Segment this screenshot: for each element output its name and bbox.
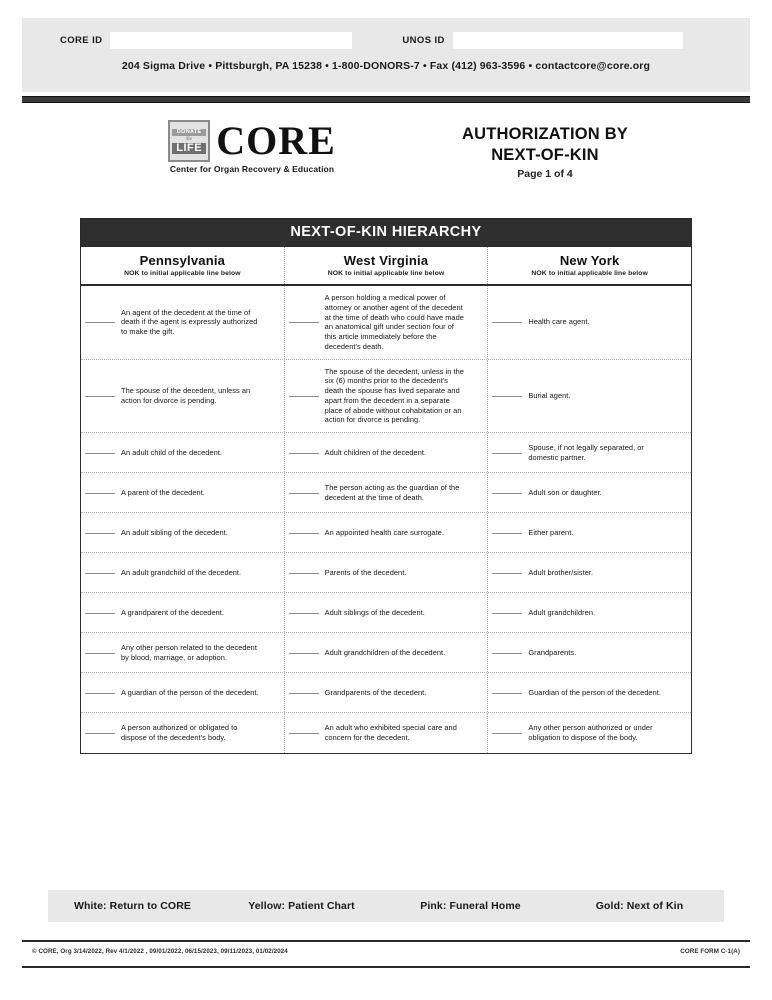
initial-line[interactable] — [492, 613, 522, 614]
hierarchy-text: The spouse of the decedent, unless in the six (6) months prior to the decedent's death the spouse has lived separate and apart from the decedent in a separate place of abode without cohabitation or an action for divorce is pending. — [324, 366, 464, 425]
table-row — [81, 633, 691, 673]
copy-distribution-bar — [48, 890, 724, 922]
hierarchy-cell — [284, 593, 488, 632]
hierarchy-cell — [81, 433, 284, 472]
initial-line[interactable] — [492, 733, 522, 734]
hierarchy-text: Any other person authorized or under obligation to dispose of the body. — [528, 723, 653, 743]
initial-line[interactable] — [289, 733, 319, 734]
table-row — [81, 473, 691, 513]
hierarchy-cell — [81, 673, 284, 712]
table-row — [81, 593, 691, 633]
hierarchy-text: A grandparent of the decedent. — [121, 607, 224, 617]
hierarchy-text: Adult siblings of the decedent. — [324, 607, 425, 617]
hierarchy-cell — [487, 593, 691, 632]
unos-id-input[interactable] — [453, 32, 683, 49]
copy-item-gold: Gold: Next of Kin — [595, 900, 684, 912]
initial-line[interactable] — [492, 396, 522, 397]
masthead — [22, 118, 750, 196]
table-body — [81, 286, 691, 753]
initial-line[interactable] — [289, 653, 319, 654]
hierarchy-cell — [284, 286, 488, 359]
state-name-pennsylvania: Pennsylvania — [139, 253, 226, 268]
table-row — [81, 360, 691, 434]
core-id-input[interactable] — [110, 32, 352, 49]
hierarchy-cell — [487, 286, 691, 359]
initial-line[interactable] — [85, 493, 115, 494]
badge-donate-text: DONATE — [172, 129, 206, 137]
initial-line[interactable] — [289, 453, 319, 454]
hierarchy-cell — [81, 513, 284, 552]
hierarchy-text: An agent of the decedent at the time of death if the agent is expressly authorized to make the gift. — [121, 307, 258, 337]
state-sub-west-virginia: NOK to initial applicable line below — [327, 270, 445, 277]
table-row — [81, 673, 691, 713]
initial-line[interactable] — [289, 533, 319, 534]
logo-tagline: Center for Organ Recovery & Education — [169, 164, 335, 174]
hierarchy-cell — [284, 513, 488, 552]
hierarchy-cell — [284, 473, 488, 512]
hierarchy-text: An adult who exhibited special care and concern for the decedent. — [324, 723, 457, 743]
header-divider — [22, 96, 750, 103]
initial-line[interactable] — [289, 613, 319, 614]
table-title: NEXT-OF-KIN HIERARCHY — [81, 219, 691, 246]
column-header-pennsylvania — [81, 247, 284, 284]
initial-line[interactable] — [492, 573, 522, 574]
badge-mid-text: life — [186, 136, 193, 141]
hierarchy-cell — [487, 360, 691, 433]
hierarchy-text: Any other person related to the decedent by blood, marriage, or adoption. — [121, 642, 257, 662]
hierarchy-text: Parents of the decedent. — [324, 567, 407, 577]
title-line-2: NEXT-OF-KIN — [491, 145, 599, 164]
hierarchy-text: The spouse of the decedent, unless an action for divorce is pending. — [121, 386, 251, 405]
initial-line[interactable] — [492, 693, 522, 694]
initial-line[interactable] — [85, 533, 115, 534]
state-sub-pennsylvania: NOK to initial applicable line below — [124, 270, 241, 277]
initial-line[interactable] — [492, 533, 522, 534]
initial-line[interactable] — [85, 613, 115, 614]
hierarchy-text: A person authorized or obligated to dispose of the decedent's body. — [121, 723, 238, 743]
id-bar — [22, 18, 750, 92]
logo-top-row — [168, 120, 336, 162]
hierarchy-text: The person acting as the guardian of the decedent at the time of death. — [324, 482, 460, 502]
hierarchy-cell — [487, 713, 691, 753]
title-line-1: AUTHORIZATION BY — [461, 125, 629, 143]
footer-row — [22, 948, 750, 955]
initial-line[interactable] — [85, 453, 115, 454]
hierarchy-text: Grandparents. — [528, 647, 577, 657]
initial-line[interactable] — [85, 573, 115, 574]
hierarchy-text: Grandparents of the decedent. — [324, 687, 427, 697]
hierarchy-text: An adult child of the decedent. — [121, 447, 222, 457]
hierarchy-text: Burial agent. — [528, 391, 571, 400]
initial-line[interactable] — [85, 322, 115, 323]
table-row — [81, 513, 691, 553]
hierarchy-cell — [81, 286, 284, 359]
footer-rule-bottom — [22, 966, 750, 968]
form-number: CORE FORM C-1(A) — [680, 948, 740, 955]
initial-line[interactable] — [289, 322, 319, 323]
hierarchy-cell — [284, 633, 488, 672]
core-logo — [102, 118, 402, 174]
copy-item-pink: Pink: Funeral Home — [420, 900, 521, 912]
initial-line[interactable] — [289, 693, 319, 694]
initial-line[interactable] — [492, 493, 522, 494]
copy-item-white: White: Return to CORE — [73, 900, 191, 912]
state-sub-new-york: NOK to initial applicable line below — [531, 270, 648, 277]
hierarchy-cell — [487, 433, 691, 472]
hierarchy-cell — [487, 553, 691, 592]
table-row — [81, 286, 691, 360]
core-id-label: CORE ID — [60, 35, 103, 46]
initial-line[interactable] — [289, 573, 319, 574]
copy-item-yellow: Yellow: Patient Chart — [248, 900, 355, 912]
hierarchy-text: An adult sibling of the decedent. — [121, 527, 228, 537]
table-header-row — [81, 246, 691, 286]
initial-line[interactable] — [492, 322, 522, 323]
hierarchy-text: Health care agent. — [528, 317, 590, 327]
next-of-kin-hierarchy-table — [80, 218, 692, 754]
hierarchy-text: Adult son or daughter. — [528, 487, 602, 497]
hierarchy-cell — [284, 713, 488, 753]
hierarchy-text: Either parent. — [528, 527, 574, 537]
hierarchy-cell — [81, 473, 284, 512]
id-field-row — [60, 30, 720, 51]
hierarchy-cell — [81, 593, 284, 632]
hierarchy-text: Adult grandchildren of the decedent. — [324, 647, 446, 657]
hierarchy-cell — [284, 433, 488, 472]
donate-life-badge-icon — [168, 120, 210, 162]
hierarchy-cell — [81, 713, 284, 753]
hierarchy-cell — [81, 360, 284, 433]
initial-line[interactable] — [85, 733, 115, 734]
table-row — [81, 553, 691, 593]
hierarchy-text: A guardian of the person of the decedent. — [121, 687, 259, 697]
hierarchy-text: Adult grandchildren. — [528, 607, 596, 617]
table-row — [81, 433, 691, 473]
hierarchy-text: Adult children of the decedent. — [324, 447, 427, 457]
column-header-west-virginia — [284, 247, 488, 284]
revision-text: © CORE, Org 3/14/2022, Rev 4/1/2022 , 09/01/2022, 06/15/2023, 09/11/2023, 01/02/2024 — [32, 948, 288, 955]
hierarchy-cell — [284, 360, 488, 433]
hierarchy-cell — [487, 473, 691, 512]
core-wordmark: CORE — [216, 118, 336, 163]
badge-life-text: LIFE — [172, 143, 206, 154]
hierarchy-cell — [81, 553, 284, 592]
initial-line[interactable] — [85, 653, 115, 654]
initial-line[interactable] — [289, 396, 319, 397]
hierarchy-cell — [284, 673, 488, 712]
footer-rule-top — [22, 940, 750, 942]
hierarchy-text: A parent of the decedent. — [121, 487, 205, 497]
hierarchy-text: Guardian of the person of the decedent. — [528, 687, 661, 697]
initial-line[interactable] — [492, 453, 522, 454]
page-number: Page 1 of 4 — [517, 168, 573, 181]
hierarchy-text: Adult brother/sister. — [528, 567, 594, 577]
hierarchy-cell — [487, 673, 691, 712]
initial-line[interactable] — [85, 693, 115, 694]
initial-line[interactable] — [492, 653, 522, 654]
unos-id-label: UNOS ID — [402, 35, 445, 46]
hierarchy-cell — [487, 633, 691, 672]
initial-line[interactable] — [85, 396, 115, 397]
hierarchy-cell — [487, 513, 691, 552]
hierarchy-cell — [284, 553, 488, 592]
document-title-block — [420, 118, 670, 180]
hierarchy-text: An appointed health care surrogate. — [324, 527, 444, 537]
contact-line: 204 Sigma Drive • Pittsburgh, PA 15238 • 1-800-DONORS-7 • Fax (412) 963-3596 • contactcore@core.org — [121, 60, 651, 72]
hierarchy-cell — [81, 633, 284, 672]
hierarchy-text: A person holding a medical power of attorney or another agent of the decedent at the time of death who could have made an anatomical gift under section four of this article immediately before the decedent's death. — [324, 293, 464, 351]
initial-line[interactable] — [289, 493, 319, 494]
column-header-new-york — [487, 247, 691, 284]
state-name-new-york: New York — [559, 253, 620, 268]
hierarchy-text: An adult grandchild of the decedent. — [121, 567, 242, 577]
hierarchy-text: Spouse, if not legally separated, or domestic partner. — [528, 442, 644, 462]
table-row — [81, 713, 691, 753]
state-name-west-virginia: West Virginia — [343, 253, 429, 268]
